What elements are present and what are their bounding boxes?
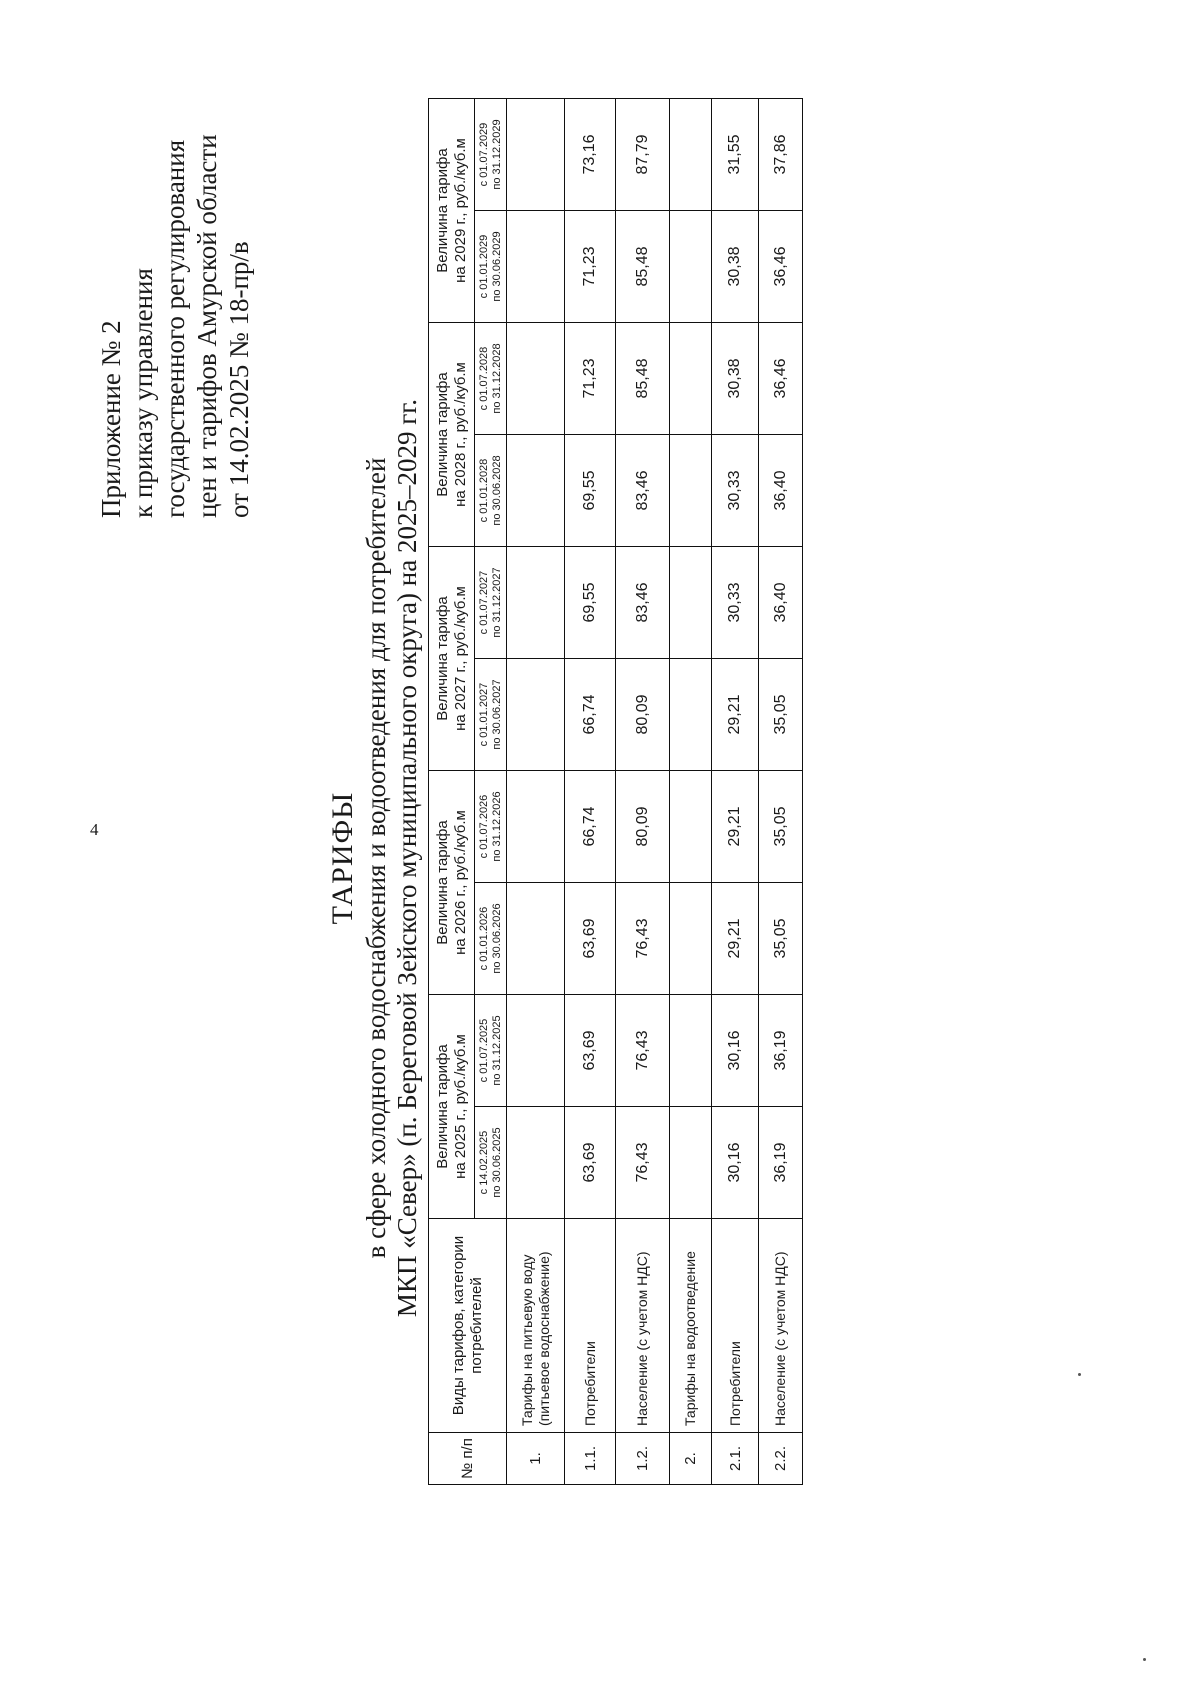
tariff-value — [507, 1107, 565, 1219]
tariff-value: 66,74 — [565, 771, 616, 883]
tariff-value — [670, 995, 712, 1107]
tariff-value — [507, 435, 565, 547]
tariff-value: 36,40 — [759, 547, 803, 659]
appendix-line: государственного регулирования — [160, 139, 190, 518]
tariff-value — [507, 659, 565, 771]
header-year: Величина тарифа на 2026 г., руб./куб.м — [429, 771, 475, 995]
tariff-value: 69,55 — [565, 547, 616, 659]
tariff-value — [670, 883, 712, 995]
document-title: ТАРИФЫ — [326, 791, 359, 925]
tariff-value — [507, 323, 565, 435]
tariff-value: 71,23 — [565, 323, 616, 435]
tariff-value: 80,09 — [616, 659, 670, 771]
tariff-value: 63,69 — [565, 995, 616, 1107]
table-row — [759, 99, 803, 1485]
table-row — [616, 99, 670, 1485]
table-row — [507, 99, 565, 1485]
tariff-value: 83,46 — [616, 547, 670, 659]
table-row — [712, 99, 759, 1485]
appendix-line: от 14.02.2025 № 18-пр/в — [224, 241, 254, 518]
tariff-value: 80,09 — [616, 771, 670, 883]
title-block — [325, 368, 423, 1348]
tariff-value: 63,69 — [565, 1107, 616, 1219]
tariff-value — [670, 771, 712, 883]
tariff-value: 35,05 — [759, 883, 803, 995]
row-number: 1. — [507, 1433, 565, 1485]
tariff-value: 30,33 — [712, 547, 759, 659]
tariff-value: 76,43 — [616, 995, 670, 1107]
tariff-value: 73,16 — [565, 99, 616, 211]
tariff-value: 36,40 — [759, 435, 803, 547]
appendix-line: Приложение № 2 — [96, 320, 126, 518]
header-year: Величина тарифа на 2029 г., руб./куб.м — [429, 99, 475, 323]
tariff-value — [670, 1107, 712, 1219]
row-number: 2. — [670, 1433, 712, 1485]
tariff-value: 30,33 — [712, 435, 759, 547]
tariff-value: 36,46 — [759, 323, 803, 435]
table-body — [507, 99, 803, 1485]
tariff-value — [670, 547, 712, 659]
row-name: Тарифы на питьевую воду (питьевое водоснабжение) — [507, 1219, 565, 1433]
appendix-line: к приказу управления — [128, 268, 158, 518]
header-period: с 01.07.2026 по 31.12.2026 — [475, 771, 507, 883]
tariff-value: 63,69 — [565, 883, 616, 995]
row-name: Население (с учетом НДС) — [616, 1219, 670, 1433]
tariff-value — [507, 547, 565, 659]
tariff-value — [670, 435, 712, 547]
document-subtitle: МКП «Север» (п. Береговой Зейского муниципального округа) на 2025–2029 гг. — [392, 398, 422, 1318]
tariff-value: 36,46 — [759, 211, 803, 323]
tariff-value: 35,05 — [759, 771, 803, 883]
tariff-value — [670, 659, 712, 771]
header-period: с 01.07.2028 по 31.12.2028 — [475, 323, 507, 435]
header-period: с 01.07.2029 по 31.12.2029 — [475, 99, 507, 211]
header-year: Величина тарифа на 2027 г., руб./куб.м — [429, 547, 475, 771]
header-period: с 01.01.2026 по 30.06.2026 — [475, 883, 507, 995]
tariff-value: 31,55 — [712, 99, 759, 211]
tariff-value — [507, 771, 565, 883]
tariff-value: 30,16 — [712, 995, 759, 1107]
appendix-line: цен и тарифов Амурской области — [192, 134, 222, 518]
header-period: с 01.01.2027 по 30.06.2027 — [475, 659, 507, 771]
tariff-value: 30,38 — [712, 211, 759, 323]
tariff-value: 83,46 — [616, 435, 670, 547]
tariff-value: 76,43 — [616, 883, 670, 995]
tariff-value — [670, 99, 712, 211]
table-row — [670, 99, 712, 1485]
appendix-block — [95, 134, 255, 518]
header-period: с 01.01.2029 по 30.06.2029 — [475, 211, 507, 323]
row-number: 2.1. — [712, 1433, 759, 1485]
header-year: Величина тарифа на 2028 г., руб./куб.м — [429, 323, 475, 547]
header-period: с 14.02.2025 по 30.06.2025 — [475, 1107, 507, 1219]
tariff-value — [670, 323, 712, 435]
tariff-value: 29,21 — [712, 771, 759, 883]
tariff-value: 30,16 — [712, 1107, 759, 1219]
header-period: с 01.07.2025 по 31.12.2025 — [475, 995, 507, 1107]
row-number: 1.2. — [616, 1433, 670, 1485]
header-period: с 01.01.2028 по 30.06.2028 — [475, 435, 507, 547]
tariff-value: 87,79 — [616, 99, 670, 211]
tariff-value — [507, 211, 565, 323]
row-name: Тарифы на водоотведение — [670, 1219, 712, 1433]
row-name: Население (с учетом НДС) — [759, 1219, 803, 1433]
tariff-value — [507, 995, 565, 1107]
tariff-value: 76,43 — [616, 1107, 670, 1219]
tariff-value: 29,21 — [712, 883, 759, 995]
document-subtitle: в сфере холодного водоснабжения и водоотведения для потребителей — [361, 457, 391, 1259]
header-year: Величина тарифа на 2025 г., руб./куб.м — [429, 995, 475, 1219]
tariff-value: 37,86 — [759, 99, 803, 211]
header-period: с 01.07.2027 по 31.12.2027 — [475, 547, 507, 659]
tariff-value: 71,23 — [565, 211, 616, 323]
table-row — [565, 99, 616, 1485]
row-number: 1.1. — [565, 1433, 616, 1485]
tariff-value — [507, 99, 565, 211]
tariff-value — [507, 883, 565, 995]
row-number: 2.2. — [759, 1433, 803, 1485]
tariff-value: 66,74 — [565, 659, 616, 771]
row-name: Потребители — [565, 1219, 616, 1433]
tariff-value: 69,55 — [565, 435, 616, 547]
header-row-years — [429, 99, 475, 1485]
tariff-table — [428, 98, 803, 1485]
tariff-value: 36,19 — [759, 1107, 803, 1219]
page-number: 4 — [90, 820, 99, 839]
tariff-value: 30,38 — [712, 323, 759, 435]
tariff-value: 85,48 — [616, 211, 670, 323]
row-name: Потребители — [712, 1219, 759, 1433]
header-num: № п/п — [429, 1433, 507, 1485]
tariff-value: 29,21 — [712, 659, 759, 771]
tariff-value: 35,05 — [759, 659, 803, 771]
tariff-value: 36,19 — [759, 995, 803, 1107]
tariff-value — [670, 211, 712, 323]
header-kind: Виды тарифов, категории потребителей — [429, 1219, 507, 1433]
tariff-value: 85,48 — [616, 323, 670, 435]
